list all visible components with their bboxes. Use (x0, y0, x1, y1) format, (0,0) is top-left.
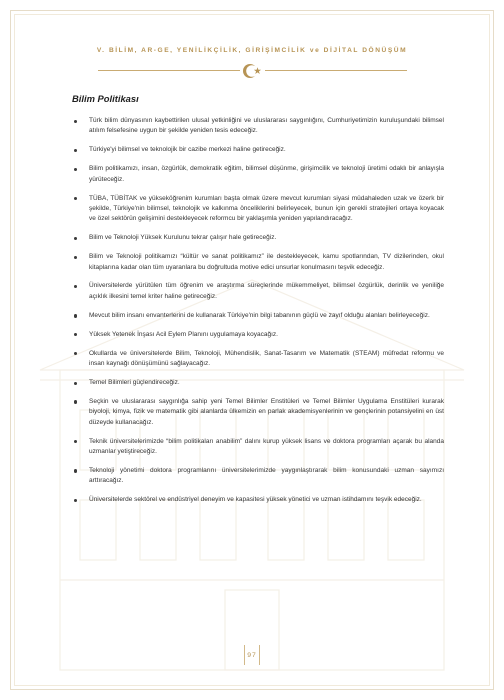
list-item-text: Üniversitelerde yürütülen tüm öğrenim ve araştırma süreçlerinde mükemmeliyet, bilimsel özgürlük, derinlik ve yeniliğe açıklık ilkesini temel kriter haline getireceğiz. (89, 282, 444, 300)
list-item-text: Seçkin ve uluslararası saygınlığa sahip yeni Temel Bilimler Enstitüleri ve Temel Bilimler Uygulama Enstitüleri kurarak biyoloji, kimya, fizik ve matematik gibi alanlarda ülkemizin en parlak akademisyenlerinin ve gençlerinin potansiyelini en üst düzeyde kullanacağız. (89, 397, 444, 426)
list-item (74, 116, 444, 137)
bullet-icon (74, 285, 77, 288)
section-title: Bilim Politikası (72, 93, 139, 104)
list-item-text: Okullarda ve üniversitelerde Bilim, Teknoloji, Mühendislik, Sanat-Tasarım ve Matematik (STEAM) müfredat reformu ve insan kaynağı dönüşümünü sağlayacağız. (89, 349, 444, 367)
list-item (74, 233, 444, 243)
list-item-text: Temel Bilimleri güçlendireceğiz. (89, 378, 180, 386)
bullet-icon (74, 149, 77, 152)
list-item-text: Teknik üniversitelerimizde “bilim politikaları anabilim” dalını kurup yüksek lisans ve doktora programları açarak bu alanda uzmanlar yetiştireceğiz. (89, 437, 444, 455)
list-item-text: Yüksek Yetenek İnşası Acil Eylem Planını uygulamaya koyacağız. (89, 330, 278, 338)
bullet-icon (74, 120, 77, 123)
list-item-text: Teknoloji yönetimi doktora programlarını üniversitelerimizde yaygınlaştırarak bilim konusundaki uzman sayımızı arttıracağız. (89, 466, 444, 485)
bullet-icon (74, 469, 77, 472)
list-item (74, 397, 444, 428)
list-item-text: Bilim ve Teknoloji Yüksek Kurulunu tekrar çalışır hale getireceğiz. (89, 234, 277, 242)
page-number: 97 (247, 652, 257, 659)
list-item-text: Mevcut bilim insanı envanterlerini de kullanarak Türkiye'nin bilgi tabanının güçlü ve zayıf olduğu alanları belirleyeceğiz. (89, 311, 430, 319)
list-item (74, 466, 444, 487)
list-item-text: Bilim ve Teknoloji politikamızı “kültür ve sanat politikamız” ile destekleyecek, kamu spotlarından, TV dizilerinden, okul kitaplarına kadar olan tüm uyaranlara bu doğrultuda motive edici unsurlar konulmasını teşvik edeceğiz. (89, 253, 444, 271)
list-item-text: Bilim politikamızı, insan, özgürlük, demokratik eğitim, bilimsel düşünme, girişimcilik ve teknoloji üretimi odaklı bir anlayışla yürüteceğiz. (89, 165, 444, 183)
list-item (74, 311, 444, 321)
header-rule-left (98, 70, 240, 71)
bullet-icon (74, 333, 77, 336)
list-item (74, 281, 444, 302)
list-item-text: Üniversitelerde sektörel ve endüstriyel deneyim ve kapasitesi yüksek yönetici ve uzman istihdamını teşvik edeceğiz. (89, 496, 422, 504)
header-rule-right (265, 70, 407, 71)
list-item (74, 378, 444, 388)
bullet-icon (74, 440, 77, 443)
bullet-icon (74, 382, 77, 385)
list-item-text: Türk bilim dünyasının kaybettirilen ulusal yetkinliğini ve uluslararası saygınlığını, Cumhuriyetimizin kuruluşundaki bilimsel atılım felsefesine uygun bir şekilde yeniden tesis edeceğiz. (89, 117, 444, 135)
bullet-icon (74, 499, 77, 502)
bullet-icon (74, 237, 77, 240)
list-item-text: Türkiye'yi bilimsel ve teknolojik bir cazibe merkezi haline getireceğiz. (89, 146, 286, 154)
list-item (74, 145, 444, 155)
list-item (74, 252, 444, 273)
list-item-text: TÜBA, TÜBİTAK ve yükseköğrenim kurumları başta olmak üzere mevcut kurumları siyasi müdahaleden uzak ve özerk bir şekilde, Türkiye'nin bilimsel, teknolojik ve kalkınma önceliklerini belirleyecek, bunun için gerekli stratejileri ortaya koyacak ve özel sektörün gelişimini destekleyecek reformcu bir yaklaşımla yeniden yapılandıracağız. (89, 194, 444, 223)
bullet-icon (74, 400, 77, 403)
list-item (74, 437, 444, 458)
list-item (74, 495, 444, 505)
bullet-icon (74, 256, 77, 259)
list-item (74, 349, 444, 370)
crescent-star-icon (241, 62, 263, 80)
list-item (74, 330, 444, 340)
bullet-icon (74, 197, 77, 200)
bullet-icon (74, 168, 77, 171)
list-item (74, 164, 444, 185)
bullet-icon (74, 314, 77, 317)
policy-list (74, 116, 444, 514)
list-item (74, 194, 444, 225)
bullet-icon (74, 352, 77, 355)
chapter-header: V. BİLİM, AR-GE, YENİLİKÇİLİK, GİRİŞİMCİLİK ve DİJİTAL DÖNÜŞÜM (96, 47, 408, 54)
